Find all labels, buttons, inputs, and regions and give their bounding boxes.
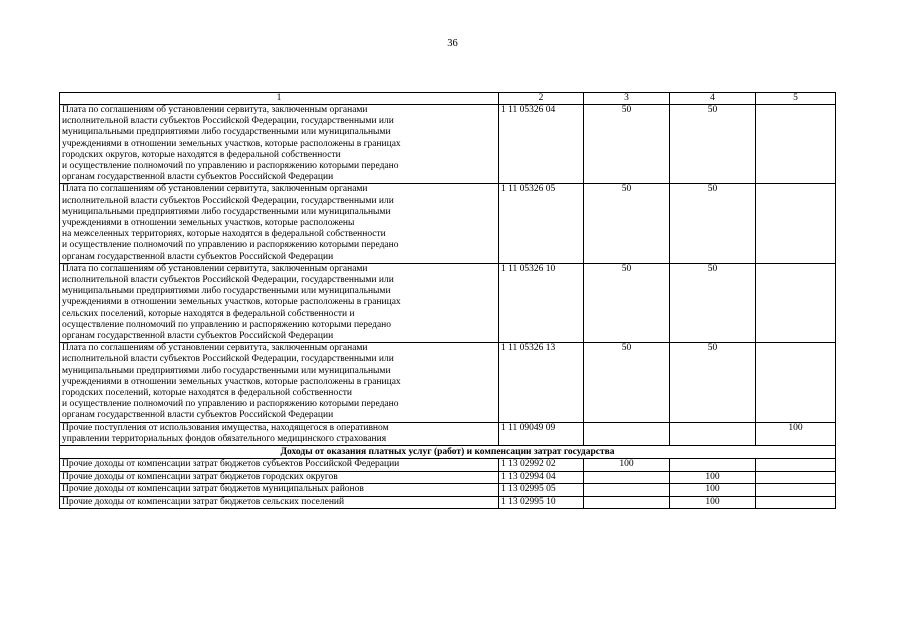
row-description [60,263,499,342]
table-row [60,496,836,509]
row-description [60,422,499,445]
row-code: 1 13 02995 10 [499,496,584,509]
table-row [60,484,836,497]
row-col-5 [756,459,836,472]
description-line: муниципальными предприятиями либо государственными или муниципальными [62,365,391,376]
description-line: исполнительной власти субъектов Российской Федерации, государственными или [62,275,394,286]
table-row [60,263,836,342]
row-col-5: 100 [756,422,836,445]
row-code: 1 11 05326 13 [499,343,584,422]
row-col-3: 50 [584,343,670,422]
row-col-5 [756,184,836,263]
table-row [60,343,836,422]
description-line: Плата по соглашениям об установлении сервитута, заключенным органами [62,343,368,354]
table-row [60,471,836,484]
table-row [60,422,836,445]
description-line: Плата по соглашениям об установлении сервитута, заключенным органами [62,184,368,195]
row-code: 1 13 02992 02 [499,459,584,472]
description-line: на межселенных территориях, которые находятся в федеральной собственности [62,229,386,240]
row-col-5 [756,343,836,422]
description-line: учреждениями в отношении земельных участков, которые расположены в границах [62,297,401,308]
description-line: сельских поселений, которые находятся в федеральной собственности и [62,308,355,319]
row-code: 1 13 02994 04 [499,471,584,484]
row-col-5 [756,484,836,497]
header-col-1: 1 [60,93,499,105]
row-col-3: 50 [584,184,670,263]
header-col-5: 5 [756,93,836,105]
row-col-3: 50 [584,105,670,184]
row-description [60,105,499,184]
header-row [60,93,836,105]
description-line: Прочие поступления от использования имущества, находящегося в оперативном [62,422,389,433]
description-line: управлении территориальных фондов обязательного медицинского страхования [62,433,387,444]
description-line: органам государственной власти субъектов Российской Федерации [62,410,334,421]
description-line: муниципальными предприятиями либо государственными или муниципальными [62,206,391,217]
description-line: и осуществление полномочий по управлению и распоряжению которыми передано [62,161,399,172]
row-col-3 [584,496,670,509]
page-number: 36 [447,38,458,49]
description-line: и осуществление полномочий по управлению и распоряжению которыми передано [62,240,399,251]
row-col-4: 100 [670,496,756,509]
row-col-5 [756,105,836,184]
row-description: Прочие доходы от компенсации затрат бюджетов муниципальных районов [60,484,499,497]
row-col-4: 50 [670,184,756,263]
revenue-table [59,92,836,509]
row-col-4: 50 [670,105,756,184]
row-col-3 [584,422,670,445]
section-title: Доходы от оказания платных услуг (работ) и компенсации затрат государства [60,446,836,459]
table-row [60,459,836,472]
description-line: исполнительной власти субъектов Российской Федерации, государственными или [62,195,394,206]
row-col-5 [756,263,836,342]
row-col-4: 50 [670,263,756,342]
row-description: Прочие доходы от компенсации затрат бюджетов субъектов Российской Федерации [60,459,499,472]
row-code: 1 13 02995 05 [499,484,584,497]
header-col-3: 3 [584,93,670,105]
row-col-4: 50 [670,343,756,422]
description-line: городских поселений, которые находятся в федеральной собственности [62,388,352,399]
row-col-4: 100 [670,484,756,497]
section-row [60,446,836,459]
description-line: муниципальными предприятиями либо государственными или муниципальными [62,286,391,297]
row-description: Прочие доходы от компенсации затрат бюджетов городских округов [60,471,499,484]
row-description [60,184,499,263]
description-line: муниципальными предприятиями либо государственными или муниципальными [62,127,391,138]
description-line: органам государственной власти субъектов Российской Федерации [62,172,334,183]
description-line: учреждениями в отношении земельных участков, которые расположены в границах [62,376,401,387]
description-line: Плата по соглашениям об установлении сервитута, заключенным органами [62,263,368,274]
row-col-4 [670,422,756,445]
row-code: 1 11 05326 04 [499,105,584,184]
description-line: учреждениями в отношении земельных участков, которые расположены в границах [62,138,401,149]
row-code: 1 11 05326 05 [499,184,584,263]
description-line: осуществление полномочий по управлению и распоряжению которыми передано [62,319,392,330]
row-col-4 [670,459,756,472]
header-col-2: 2 [499,93,584,105]
description-line: и осуществление полномочий по управлению и распоряжению которыми передано [62,399,399,410]
row-col-5 [756,496,836,509]
table-row [60,105,836,184]
header-col-4: 4 [670,93,756,105]
description-line: исполнительной власти субъектов Российской Федерации, государственными или [62,354,394,365]
description-line: органам государственной власти субъектов Российской Федерации [62,331,334,342]
row-col-5 [756,471,836,484]
description-line: учреждениями в отношении земельных участков, которые расположены [62,218,355,229]
row-col-4: 100 [670,471,756,484]
table-row [60,184,836,263]
row-description [60,343,499,422]
row-col-3: 50 [584,263,670,342]
row-description: Прочие доходы от компенсации затрат бюджетов сельских поселений [60,496,499,509]
description-line: исполнительной власти субъектов Российской Федерации, государственными или [62,116,394,127]
row-col-3: 100 [584,459,670,472]
description-line: Плата по соглашениям об установлении сервитута, заключенным органами [62,105,368,115]
row-col-3 [584,484,670,497]
row-code: 1 11 09049 09 [499,422,584,445]
row-code: 1 11 05326 10 [499,263,584,342]
description-line: органам государственной власти субъектов Российской Федерации [62,251,334,262]
description-line: городских округов, которые находятся в федеральной собственности [62,149,341,160]
row-col-3 [584,471,670,484]
